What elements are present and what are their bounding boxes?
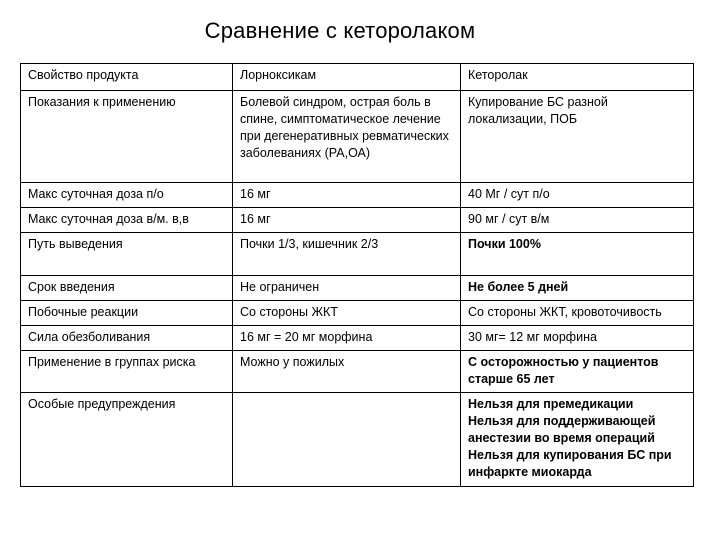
row-label: Путь выведения: [21, 233, 233, 276]
table-row-excretion: [21, 233, 694, 276]
table-row-side-effects: [21, 301, 694, 326]
ketorolac-value: 90 мг / сут в/м: [461, 208, 694, 233]
table-header-row: [21, 64, 694, 91]
table-row-max-oral-dose: [21, 183, 694, 208]
ketorolac-value: Почки 100%: [461, 233, 694, 276]
ketorolac-value: С осторожностью у пациентов старше 65 лет: [461, 351, 694, 393]
comparison-table: [20, 63, 694, 487]
header-ketorolac: Кеторолак: [461, 64, 694, 91]
row-label: Макс суточная доза в/м. в,в: [21, 208, 233, 233]
lornoxicam-value: [233, 393, 461, 487]
row-label: Особые предупреждения: [21, 393, 233, 487]
table-row-risk-groups: [21, 351, 694, 393]
ketorolac-value: Нельзя для премедикации Нельзя для поддерживающей анестезии во время операций Нельзя для купирования БС при инфаркте миокарда: [461, 393, 694, 487]
ketorolac-value: 30 мг= 12 мг морфина: [461, 326, 694, 351]
header-lornoxicam: Лорноксикам: [233, 64, 461, 91]
lornoxicam-value: 16 мг = 20 мг морфина: [233, 326, 461, 351]
table-row-analgesic-strength: [21, 326, 694, 351]
table-row-special-warnings: [21, 393, 694, 487]
lornoxicam-value: Со стороны ЖКТ: [233, 301, 461, 326]
lornoxicam-value: Болевой синдром, острая боль в спине, симптоматическое лечение при дегенеративных ревматических заболеваниях (РА,ОА): [233, 91, 461, 183]
lornoxicam-value: Можно у пожилых: [233, 351, 461, 393]
row-label: Макс суточная доза п/о: [21, 183, 233, 208]
lornoxicam-value: Почки 1/3, кишечник 2/3: [233, 233, 461, 276]
table-row-duration: [21, 276, 694, 301]
ketorolac-value: Со стороны ЖКТ, кровоточивость: [461, 301, 694, 326]
ketorolac-value: 40 Мг / сут п/о: [461, 183, 694, 208]
lornoxicam-value: 16 мг: [233, 208, 461, 233]
ketorolac-value: Купирование БС разной локализации, ПОБ: [461, 91, 694, 183]
slide-title: Сравнение с кеторолаком: [204, 18, 476, 43]
header-property: Свойство продукта: [21, 64, 233, 91]
table-row-max-im-iv-dose: [21, 208, 694, 233]
row-label: Сила обезболивания: [21, 326, 233, 351]
row-label: Срок введения: [21, 276, 233, 301]
ketorolac-value: Не более 5 дней: [461, 276, 694, 301]
table-row-indications: [21, 91, 694, 183]
lornoxicam-value: Не ограничен: [233, 276, 461, 301]
row-label: Побочные реакции: [21, 301, 233, 326]
row-label: Показания к применению: [21, 91, 233, 183]
lornoxicam-value: 16 мг: [233, 183, 461, 208]
row-label: Применение в группах риска: [21, 351, 233, 393]
